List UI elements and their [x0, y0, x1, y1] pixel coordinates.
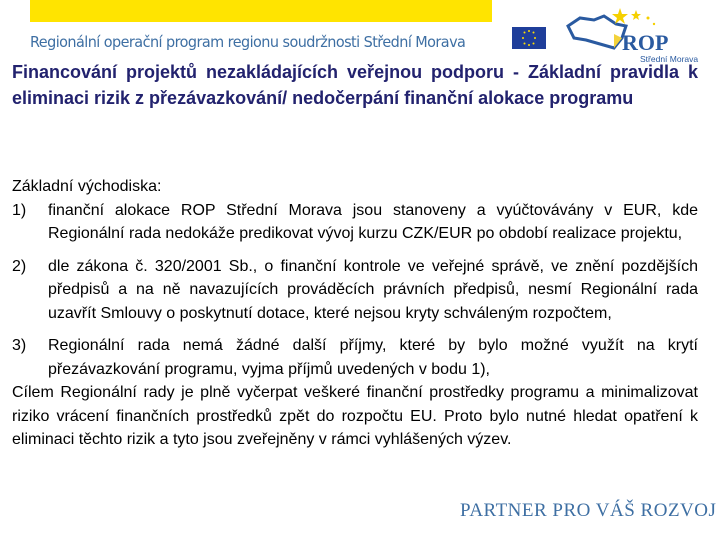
svg-text:ROP: ROP: [622, 30, 669, 55]
svg-text:Střední Morava: Střední Morava: [640, 54, 699, 64]
list-item: 2) dle zákona č. 320/2001 Sb., o finanční kontrole ve veřejné správě, ve znění pozdějších předpisů a na ně navazujících prováděcích právních předpisů, nesmí Regionální rada uzavřít Smlouvy o poskytnutí dotace, které nejsou kryty schváleným rozpočtem,: [12, 257, 698, 322]
rop-logo: [560, 4, 700, 64]
yellow-header-bar: [30, 0, 492, 22]
eu-flag-icon: [512, 27, 546, 49]
intro: Základní východiska:: [12, 178, 162, 195]
list-item: 3) Regionální rada nemá žádné další příjmy, které by bylo možné využít na krytí přezávazkování programu, vyjma příjmů uvedených v bodu 1),: [12, 337, 698, 378]
footer-slogan: PARTNER PRO VÁŠ ROZVOJ: [460, 500, 717, 521]
conclusion: Cílem Regionální rady je plně vyčerpat veškeré finanční prostředky programu a minimalizovat riziko vrácení finančních prostředků zpět do rozpočtu EU. Proto bylo nutné hledat opatření k eliminaci těchto rizik a tyto jsou zveřejněny v rámci vyhlášených výzev.: [12, 384, 698, 448]
body-text: [12, 175, 698, 452]
list-item: 1) finanční alokace ROP Střední Morava jsou stanoveny a vyúčtovávány v EUR, kde Regionální rada nedokáže predikovat vývoj kurzu CZK/EUR po období realizace projektu,: [12, 201, 698, 242]
program-name: Regionální operační program regionu soudržnosti Střední Morava: [30, 33, 466, 51]
page-title: Financování projektů nezakládajících veřejnou podporu - Základní pravidla k eliminaci rizik z přezávazkování/ nedočerpání finanční alokace programu: [12, 62, 698, 108]
